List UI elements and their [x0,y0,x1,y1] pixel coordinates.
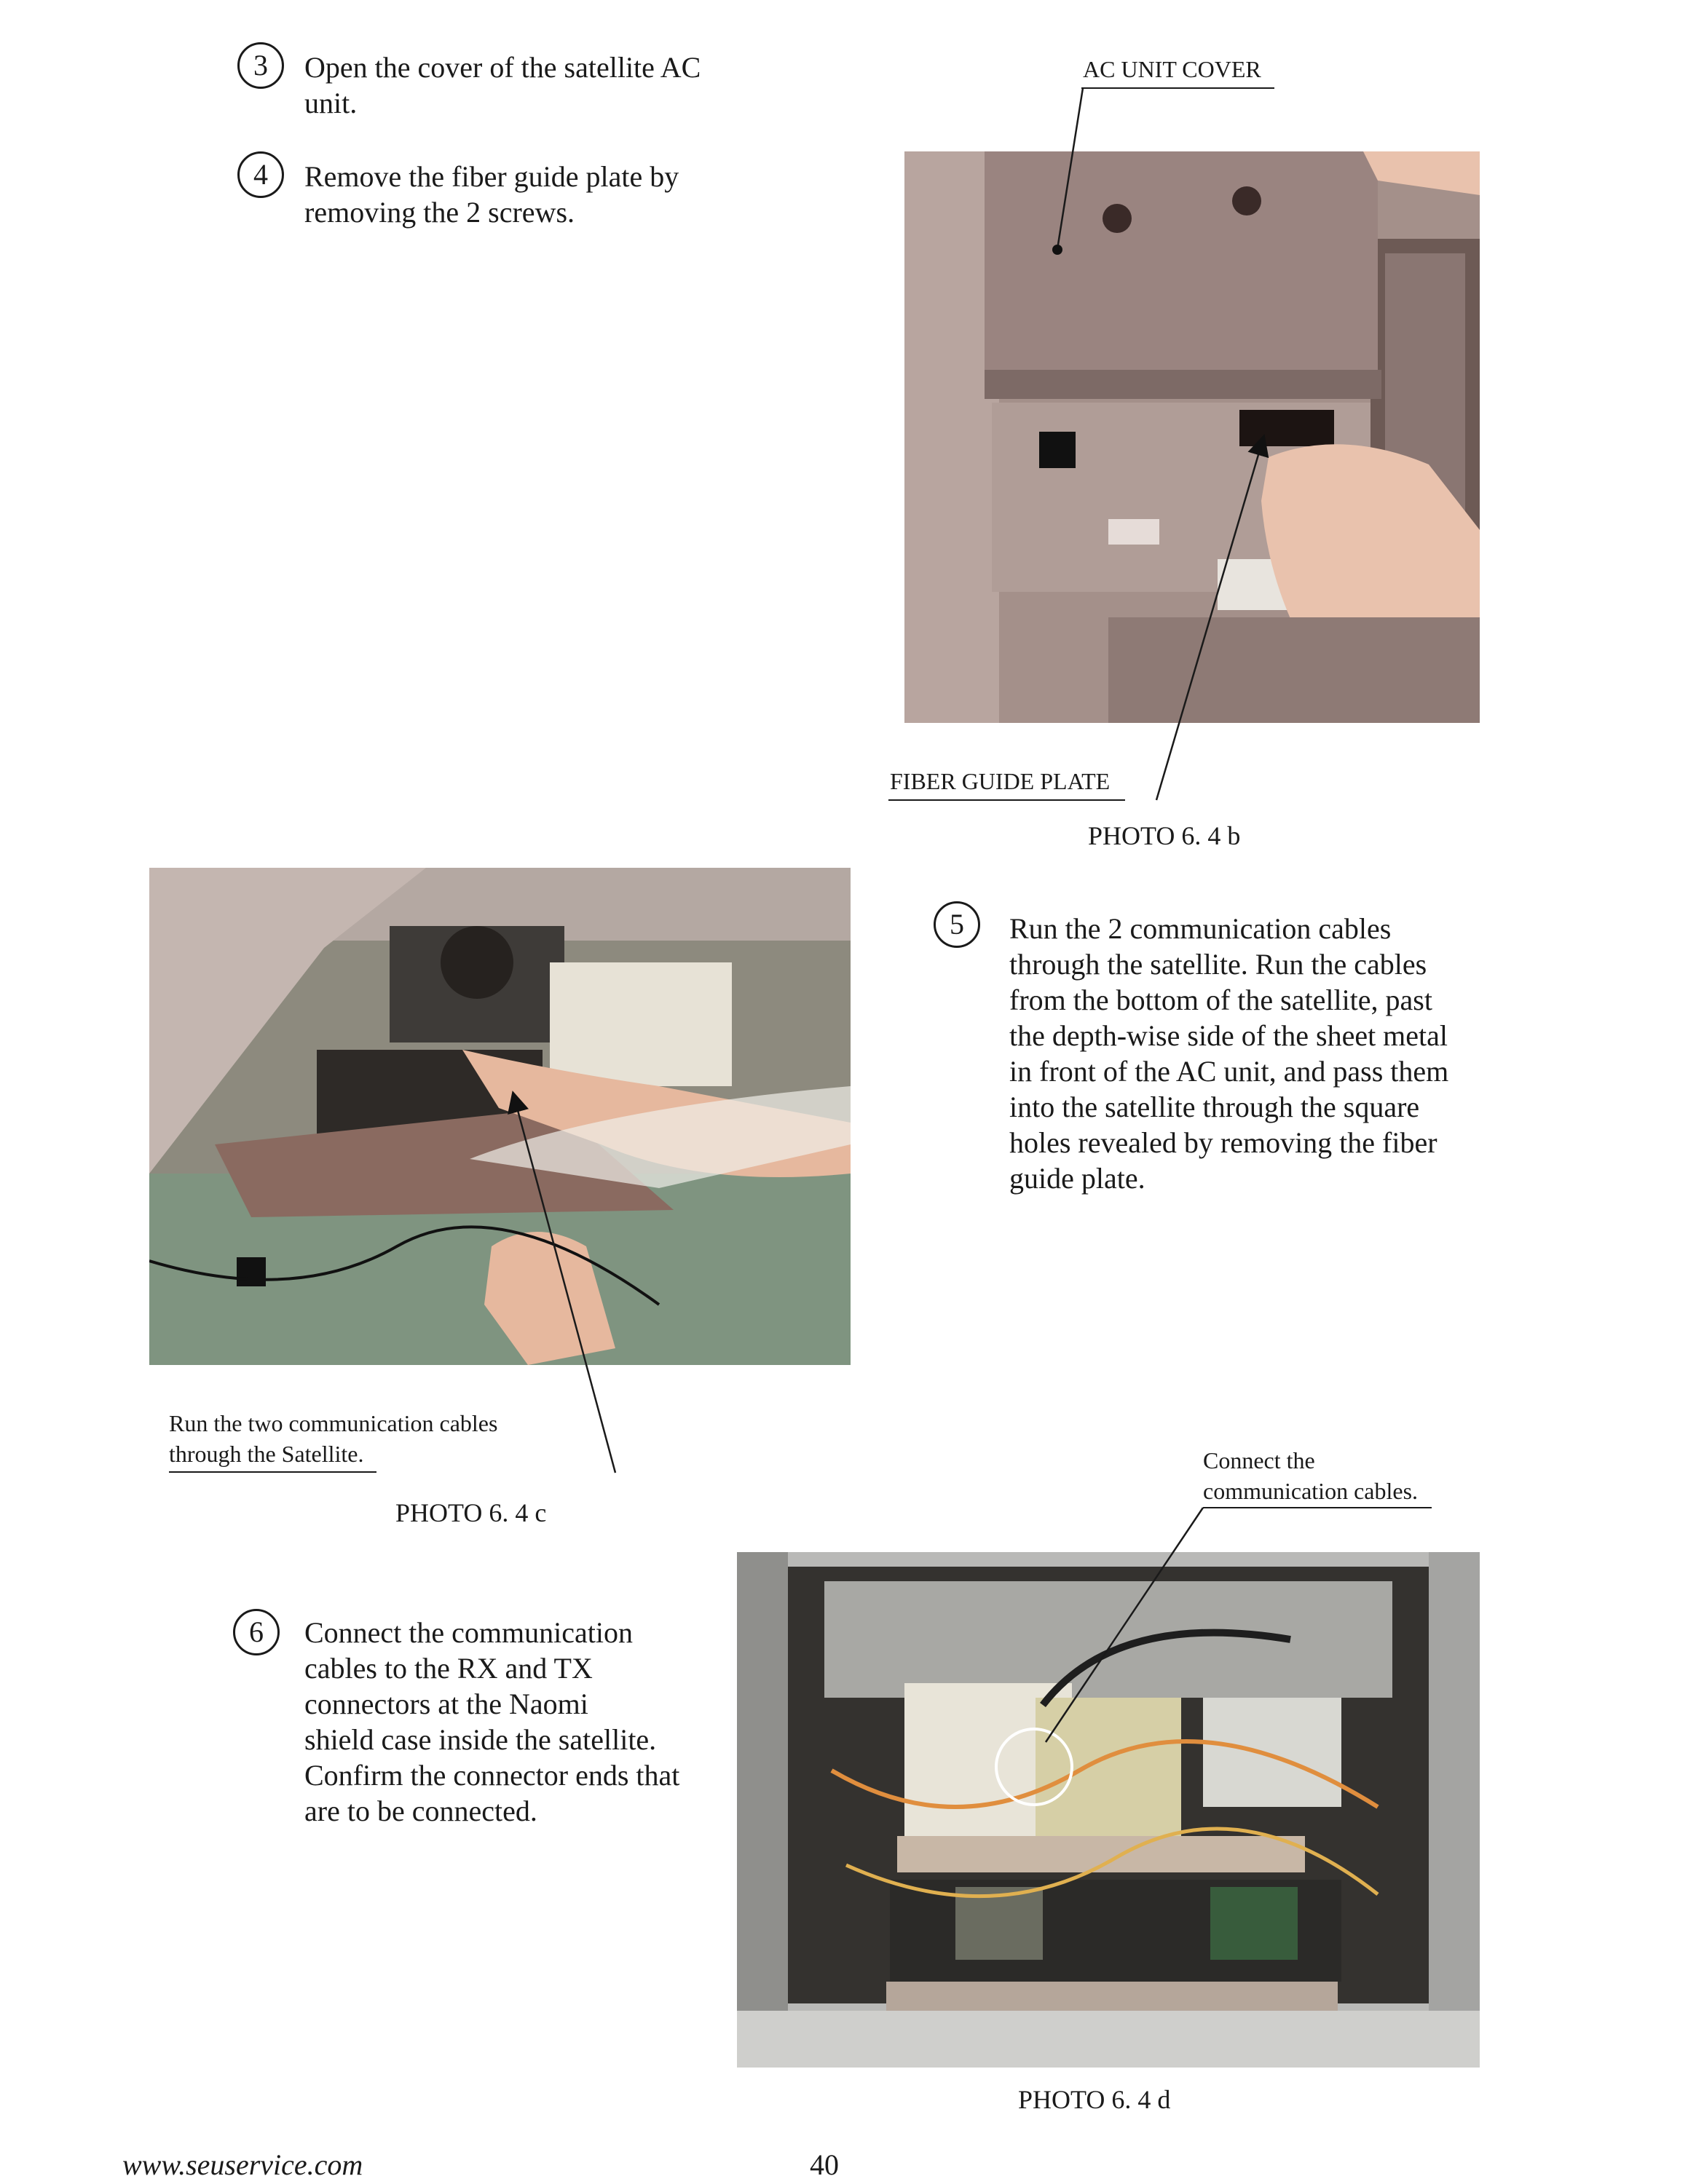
step-5-line-3: from the bottom of the satellite, past [1009,984,1432,1016]
step-4-line-1: Remove the fiber guide plate by [304,160,679,193]
step-3-line-1: Open the cover of the satellite AC [304,51,701,84]
photo-c-callout-line-1: Run the two communication cables [169,1410,498,1436]
step-5-line-7: holes revealed by removing the fiber [1009,1126,1437,1159]
step-5-text [1009,911,1448,1196]
step-4-text [304,159,679,230]
photo-6-4-b-caption: PHOTO 6. 4 b [1088,821,1241,850]
footer-url[interactable]: www.seuservice.com [122,2148,363,2181]
photo-6-4-d [737,1552,1480,2068]
step-6-line-1: Connect the communication [304,1616,633,1649]
ac-unit-cover-callout-text: AC UNIT COVER [1083,56,1261,82]
step-6-line-4: shield case inside the satellite. [304,1723,657,1756]
photo-c-callout-line-2: through the Satellite. [169,1441,364,1467]
fiber-guide-plate-callout [890,766,1110,796]
page-number: 40 [810,2148,839,2181]
step-5-line-2: through the satellite. Run the cables [1009,948,1427,981]
step-4-line-2: removing the 2 screws. [304,196,575,229]
step-5-line-1: Run the 2 communication cables [1009,912,1392,945]
step-6-text [304,1615,679,1829]
photo-6-4-c-caption: PHOTO 6. 4 c [395,1498,547,1527]
step-6-line-5: Confirm the connector ends that [304,1759,680,1792]
photo-6-4-b [904,151,1480,723]
photo-6-4-d-caption: PHOTO 6. 4 d [1018,2085,1171,2114]
step-6-line-6: are to be connected. [304,1795,537,1827]
fiber-guide-plate-underline [888,799,1125,801]
ac-unit-cover-callout [1083,54,1261,84]
step-4-number: 4 [237,151,284,198]
photo-c-callout [169,1408,497,1469]
photo-d-callout-underline [1203,1507,1432,1508]
photo-c-callout-underline [169,1471,376,1473]
step-3-line-2: unit. [304,87,358,119]
photo-d-callout [1203,1445,1418,1506]
step-5-line-8: guide plate. [1009,1162,1145,1195]
step-3-text [304,50,701,121]
photo-6-4-c [149,868,851,1365]
photo-d-callout-line-1: Connect the [1203,1447,1315,1473]
step-5-line-5: in front of the AC unit, and pass them [1009,1055,1449,1088]
photo-d-callout-line-2: communication cables. [1203,1478,1419,1504]
fiber-guide-plate-callout-text: FIBER GUIDE PLATE [890,768,1111,794]
step-6-number: 6 [233,1609,280,1655]
ac-unit-cover-underline [1081,87,1274,89]
step-5-line-4: the depth-wise side of the sheet metal [1009,1019,1448,1052]
step-5-number: 5 [934,901,980,948]
step-6-line-3: connectors at the Naomi [304,1688,588,1720]
step-6-line-2: cables to the RX and TX [304,1652,593,1685]
step-3-number: 3 [237,42,284,89]
step-5-line-6: into the satellite through the square [1009,1091,1420,1123]
